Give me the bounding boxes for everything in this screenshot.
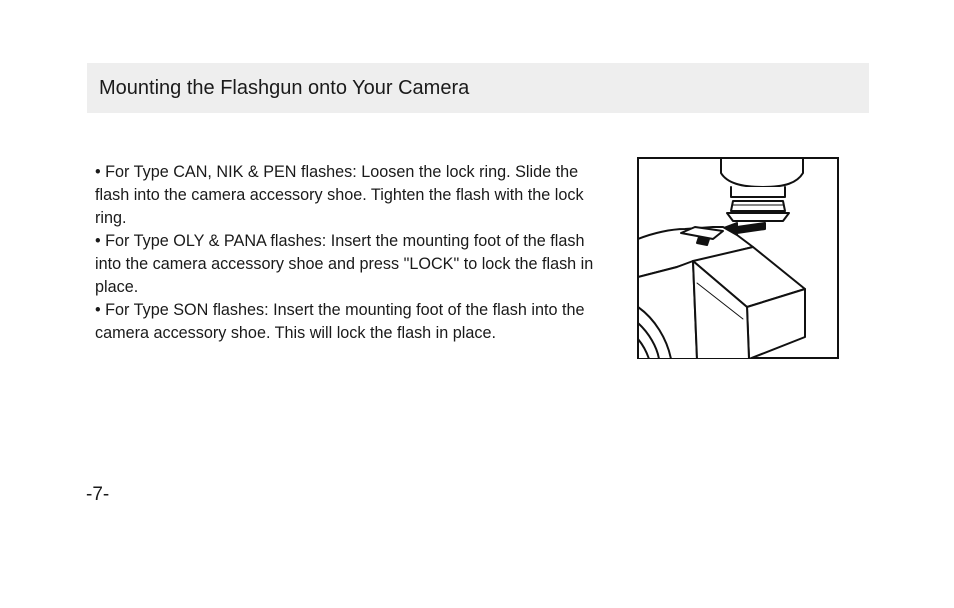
page-number: -7- bbox=[86, 484, 110, 505]
section-title: Mounting the Flashgun onto Your Camera bbox=[99, 77, 470, 99]
instruction-oly-pana: • For Type OLY & PANA flashes: Insert the mounting foot of the flash into the camera accessory shoe and press "LOCK" to lock the flash in place. bbox=[95, 232, 594, 296]
instruction-can-nik-pen: • For Type CAN, NIK & PEN flashes: Loosen the lock ring. Slide the flash into the camera accessory shoe. Tighten the flash with the lock ring. bbox=[95, 163, 584, 227]
flash-foot bbox=[731, 187, 785, 197]
instructions-text bbox=[95, 161, 615, 345]
flash-lock-ring bbox=[731, 201, 785, 211]
flash-mount-plate bbox=[727, 213, 789, 221]
section-header bbox=[87, 63, 869, 113]
flash-mounting-illustration bbox=[637, 157, 839, 359]
flash-head bbox=[721, 158, 803, 187]
camera-flash-drawing bbox=[637, 157, 839, 359]
instruction-son: • For Type SON flashes: Insert the mounting foot of the flash into the camera accessory shoe. This will lock the flash in place. bbox=[95, 301, 585, 342]
